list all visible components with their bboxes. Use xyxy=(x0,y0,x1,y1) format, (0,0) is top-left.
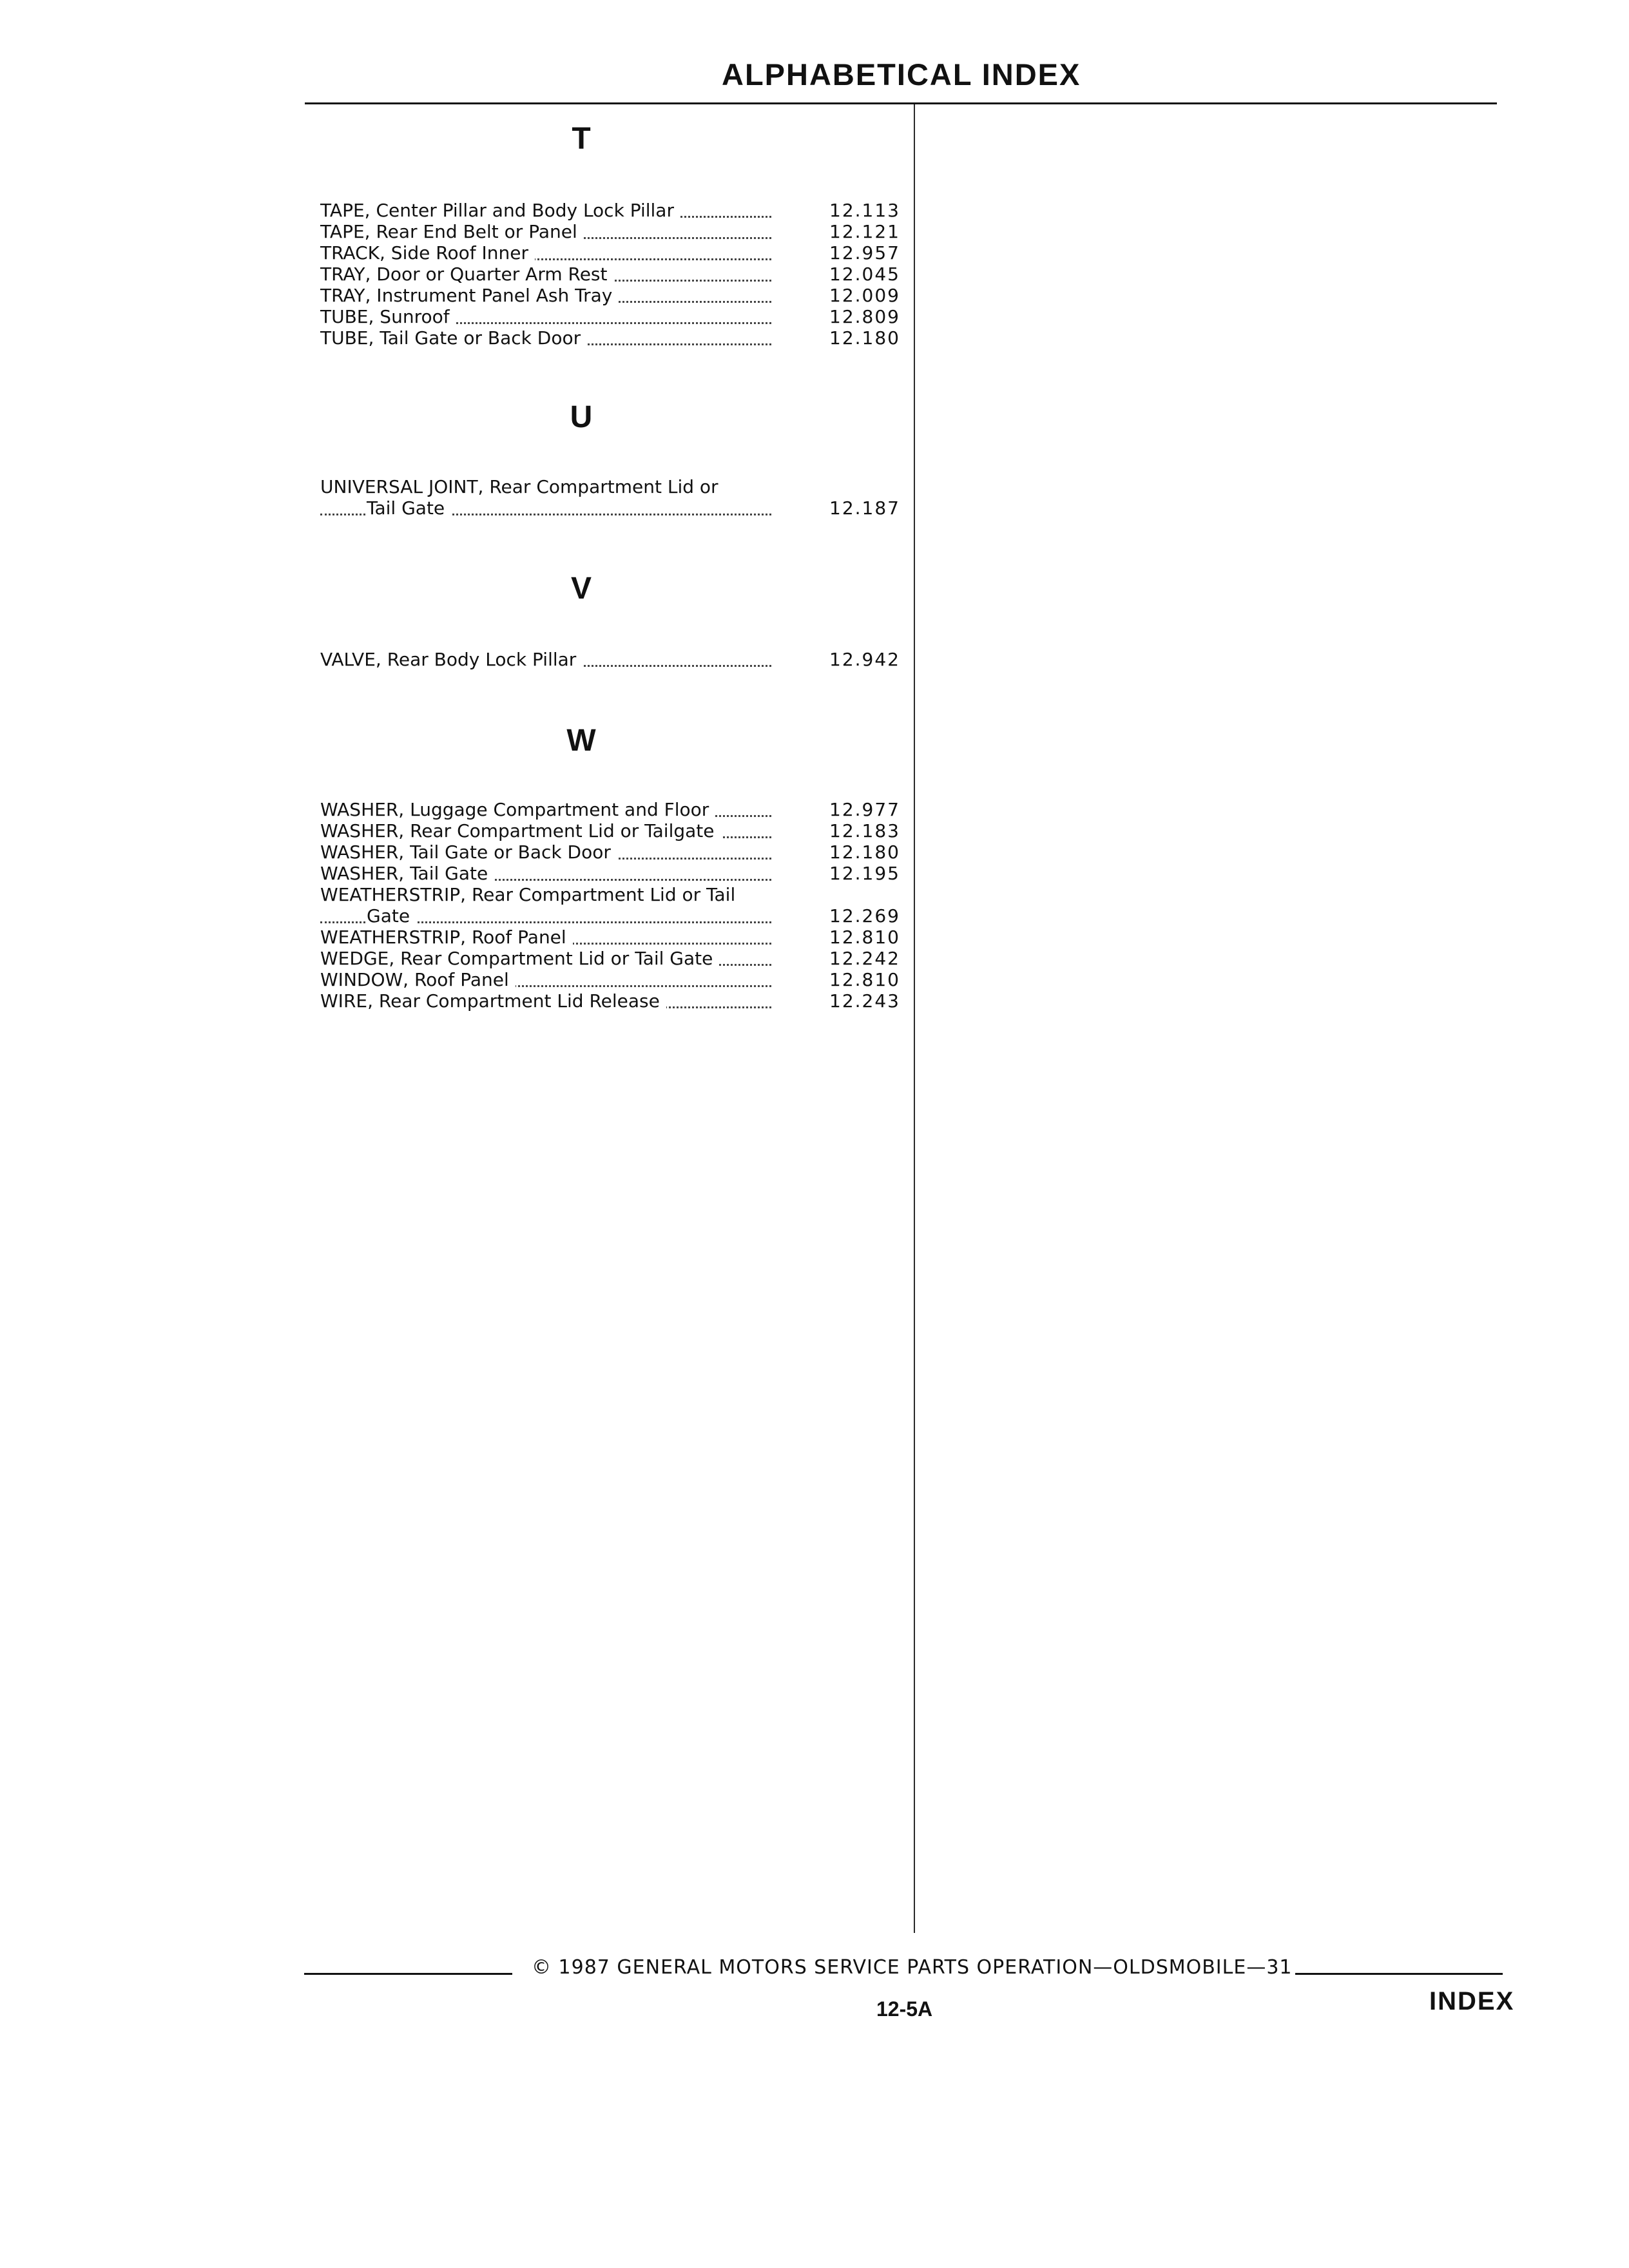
entry-text: TAPE, Rear End Belt or Panel xyxy=(320,221,584,243)
letter-heading-t: T xyxy=(572,122,591,156)
index-entry-first-line xyxy=(320,476,900,498)
entry-text: TUBE, Sunroof xyxy=(320,306,456,328)
entry-page: 12.121 xyxy=(829,221,900,242)
footer-rule-left xyxy=(304,1973,512,1975)
entry-page: 12.242 xyxy=(829,948,900,969)
entry-text: UNIVERSAL JOINT, Rear Compartment Lid or xyxy=(320,476,725,498)
index-entry xyxy=(320,242,900,264)
entry-continuation-text: Gate xyxy=(367,905,416,927)
entry-text: TRAY, Door or Quarter Arm Rest xyxy=(320,264,614,285)
index-entry-first-line xyxy=(320,884,900,906)
entry-text: WEATHERSTRIP, Rear Compartment Lid or Tail xyxy=(320,884,742,906)
letter-heading-u: U xyxy=(570,400,593,434)
entry-page: 12.810 xyxy=(829,927,900,948)
entry-page: 12.269 xyxy=(829,905,900,927)
index-entry xyxy=(320,799,900,821)
index-entry xyxy=(320,264,900,285)
index-entry-continuation xyxy=(320,497,900,519)
entry-text: WINDOW, Roof Panel xyxy=(320,969,516,991)
entry-page: 12.045 xyxy=(829,264,900,285)
index-entry xyxy=(320,221,900,243)
entry-page: 12.243 xyxy=(829,990,900,1012)
letter-heading-v: V xyxy=(570,572,592,606)
entry-page: 12.187 xyxy=(829,497,900,519)
title-rule xyxy=(305,102,1497,104)
entry-page: 12.009 xyxy=(829,285,900,306)
footer-page-number: 12-5A xyxy=(876,1997,933,2021)
entry-page: 12.957 xyxy=(829,242,900,264)
entry-text: TUBE, Tail Gate or Back Door xyxy=(320,327,587,349)
index-entry xyxy=(320,649,900,671)
footer-rule-right xyxy=(1295,1973,1503,1975)
index-entry-continuation xyxy=(320,905,900,927)
index-entry xyxy=(320,969,900,991)
entry-text: WASHER, Tail Gate xyxy=(320,863,494,885)
index-entry xyxy=(320,990,900,1012)
entry-continuation-text: Tail Gate xyxy=(367,497,451,519)
index-entry xyxy=(320,200,900,222)
entry-page: 12.183 xyxy=(829,820,900,841)
index-entry xyxy=(320,948,900,970)
entry-page: 12.195 xyxy=(829,863,900,884)
entry-page: 12.977 xyxy=(829,799,900,820)
entry-page: 12.810 xyxy=(829,969,900,990)
letter-heading-w: W xyxy=(566,724,596,758)
index-entry xyxy=(320,927,900,948)
entry-text: WEATHERSTRIP, Roof Panel xyxy=(320,927,573,948)
entry-page: 12.809 xyxy=(829,306,900,327)
entry-text: WEDGE, Rear Compartment Lid or Tail Gate xyxy=(320,948,719,970)
index-entry xyxy=(320,863,900,885)
entry-text: WASHER, Tail Gate or Back Door xyxy=(320,841,617,863)
entry-page: 12.113 xyxy=(829,200,900,221)
index-entry xyxy=(320,820,900,842)
entry-text: TRAY, Instrument Panel Ash Tray xyxy=(320,285,619,307)
entry-text: VALVE, Rear Body Lock Pillar xyxy=(320,649,583,671)
entry-page: 12.180 xyxy=(829,327,900,349)
footer-copyright: © 1987 GENERAL MOTORS SERVICE PARTS OPERATION—OLDSMOBILE—31 xyxy=(532,1956,1293,1979)
entry-text: WIRE, Rear Compartment Lid Release xyxy=(320,990,666,1012)
index-entry xyxy=(320,285,900,307)
entry-text: TAPE, Center Pillar and Body Lock Pillar xyxy=(320,200,680,222)
index-entry xyxy=(320,841,900,863)
entry-page: 12.180 xyxy=(829,841,900,863)
entry-page: 12.942 xyxy=(829,649,900,670)
footer-section-label: INDEX xyxy=(1429,1987,1515,2015)
entry-text: WASHER, Luggage Compartment and Floor xyxy=(320,799,715,821)
entry-text: TRACK, Side Roof Inner xyxy=(320,242,535,264)
page-title: ALPHABETICAL INDEX xyxy=(722,57,1081,91)
index-entry xyxy=(320,306,900,328)
column-divider xyxy=(914,104,915,1933)
index-entry xyxy=(320,327,900,349)
entry-text: WASHER, Rear Compartment Lid or Tailgate xyxy=(320,820,721,842)
